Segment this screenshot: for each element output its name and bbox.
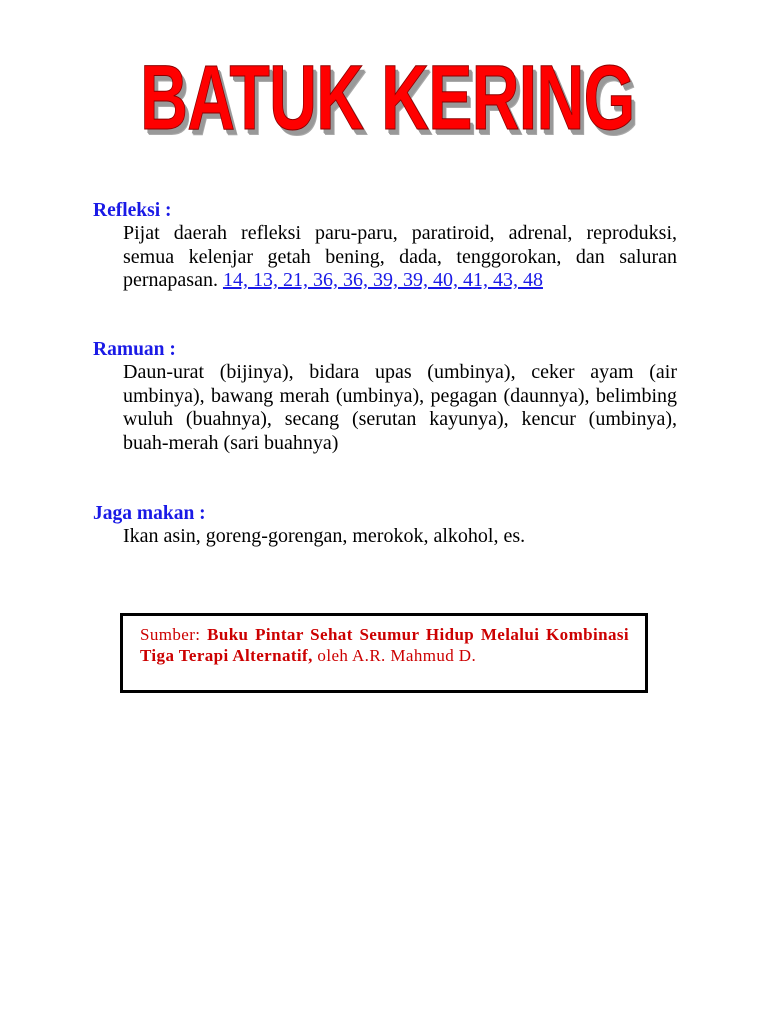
section-heading-ramuan: Ramuan : [93, 339, 176, 360]
section-body-ramuan: Daun-urat (bijinya), bidara upas (umbinya), ceker ayam (air umbinya), bawang merah (umbinya), pegagan (daunnya), belimbing wuluh (buahnya), secang (serutan kayunya), kencur (umbinya), buah-merah (sari buahnya) [123, 361, 677, 454]
section-heading-jaga-makan: Jaga makan : [93, 503, 206, 524]
section-ramuan [93, 338, 677, 455]
source-author: oleh A.R. Mahmud D. [312, 645, 477, 665]
section-body-refleksi [123, 222, 677, 293]
source-box [120, 613, 648, 693]
section-refleksi [93, 199, 677, 293]
section-jaga-makan [93, 502, 677, 549]
page-title: BATUK KERING [139, 47, 635, 149]
source-prefix: Sumber: [140, 625, 208, 644]
source-book-title: Buku Pintar Sehat Seumur Hidup Melalui Kombinasi Tiga Terapi Alternatif, [140, 625, 630, 665]
refleksi-text: Pijat daerah refleksi paru-paru, paratiroid, adrenal, reproduksi, semua kelenjar getah bening, dada, tenggorokan, dan saluran pernapasan. [123, 222, 677, 291]
section-body-jaga-makan: Ikan asin, goreng-gorengan, merokok, alkohol, es. [123, 525, 526, 547]
title-container [0, 38, 768, 168]
section-heading-refleksi: Refleksi : [93, 200, 172, 221]
reflex-point-link[interactable]: 14, 13, 21, 36, 36, 39, 39, 40, 41, 43, 48 [222, 269, 543, 291]
